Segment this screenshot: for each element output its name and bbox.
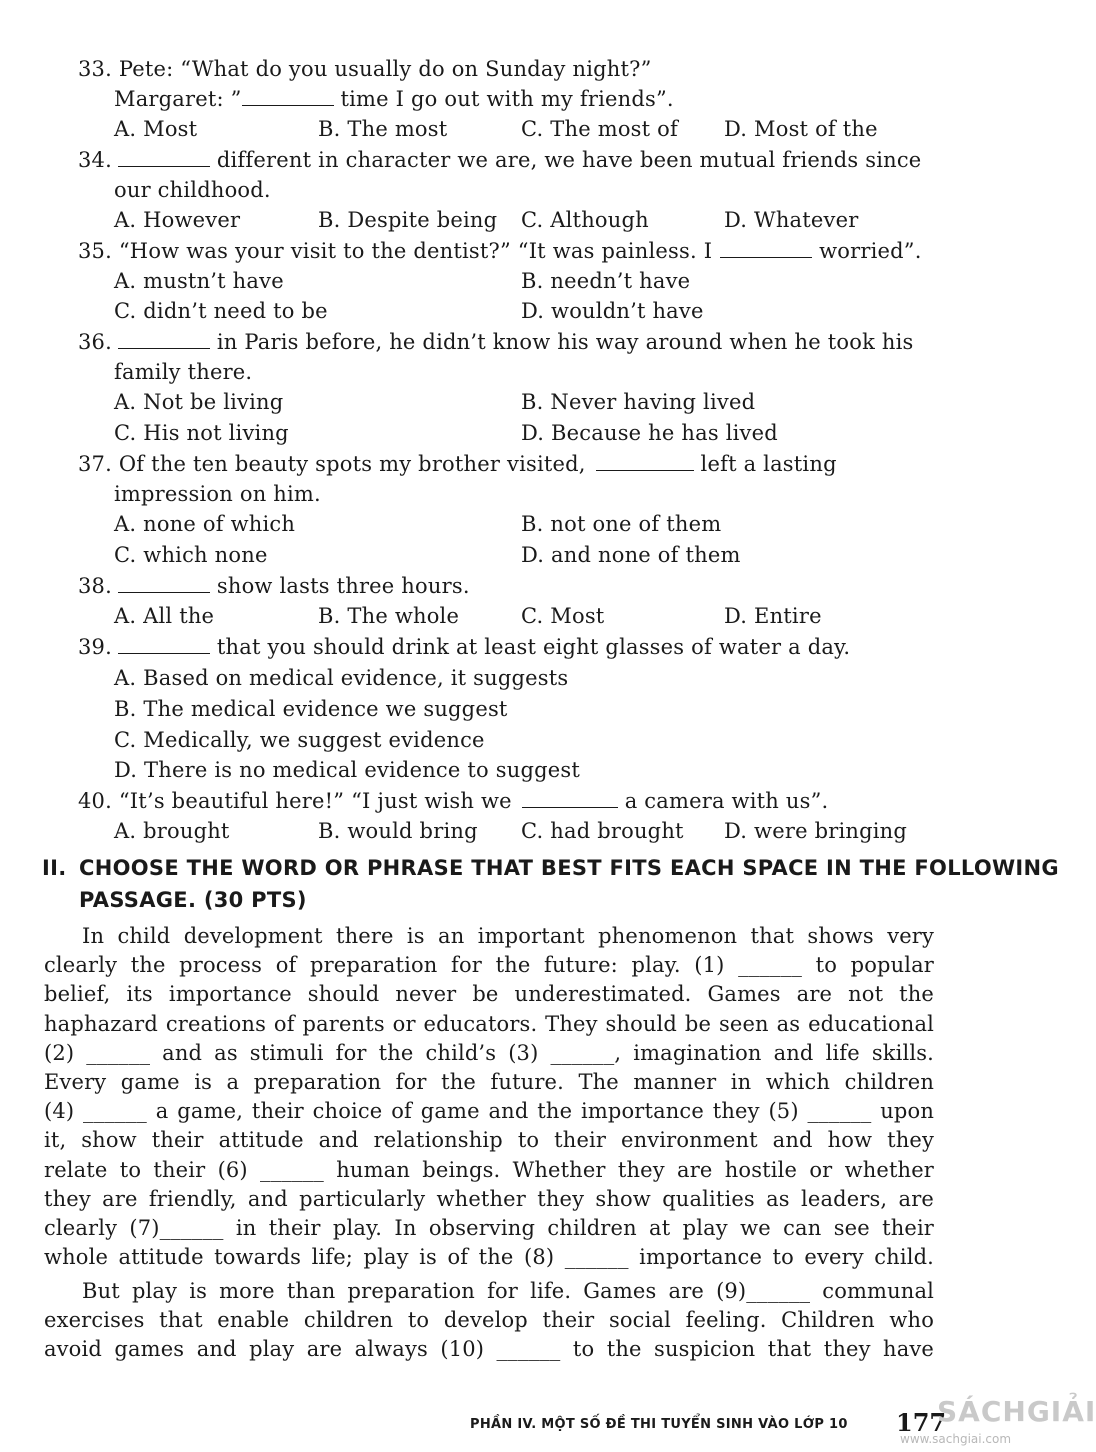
passage-line: But play is more than preparation for life. Games are (9)______ communal [82, 1279, 934, 1303]
q37-option-c: C. which none [114, 543, 268, 567]
q37-option-a: A. none of which [114, 512, 296, 536]
passage-line: relate to their (6) ______ human beings. Whether they are hostile or whether [44, 1157, 934, 1182]
q33-option-c: C. The most of [521, 117, 678, 141]
passage-line: (2) ______ and as stimuli for the child’s (3) ______, imagination and life skills. [44, 1040, 934, 1065]
q40-stem: 40. “It’s beautiful here!” “I just wish we a camera with us”. [78, 789, 829, 813]
answer-blank [118, 635, 210, 654]
q38-option-c: C. Most [521, 604, 605, 628]
q39-stem: 39. that you should drink at least eight glasses of water a day. [78, 635, 851, 659]
q37-stem-line2: impression on him. [114, 482, 321, 506]
q40-option-c: C. had brought [521, 819, 684, 843]
q38-stem: 38. show lasts three hours. [78, 574, 470, 598]
watermark-url: www.sachgiai.com [900, 1432, 1012, 1446]
q33-stem-line2: Margaret: ” time I go out with my friends”. [114, 87, 674, 111]
q39-option-c: C. Medically, we suggest evidence [114, 728, 485, 752]
passage-line: In child development there is an important phenomenon that shows very [82, 924, 934, 948]
q34-option-a: A. However [114, 208, 241, 232]
passage-paragraph-2 [44, 1277, 934, 1365]
running-footer: PHẦN IV. MỘT SỐ ĐỀ THI TUYỂN SINH VÀO LỚP 10 [470, 1417, 848, 1432]
watermark-logo: SÁCHGIẢI [937, 1395, 1096, 1428]
passage-line: avoid games and play are always (10) ______ to the suspicion that they have [44, 1337, 934, 1362]
answer-blank [596, 452, 694, 471]
q36-option-a: A. Not be living [114, 390, 284, 414]
q37-stem: 37. Of the ten beauty spots my brother visited, left a lasting [78, 452, 837, 476]
answer-blank [118, 148, 210, 167]
passage-line: clearly the process of preparation for the future: play. (1) ______ to popular [44, 953, 934, 978]
answer-blank [522, 789, 618, 808]
q36-option-c: C. His not living [114, 421, 289, 445]
q33-option-b: B. The most [318, 117, 448, 141]
section-number: II. [42, 856, 67, 880]
q36-stem: 36. in Paris before, he didn’t know his way around when he took his [78, 330, 914, 354]
passage-line: Every game is a preparation for the future. The manner in which children [44, 1070, 934, 1095]
q38-option-d: D. Entire [724, 604, 822, 628]
passage-paragraph-1 [44, 922, 934, 1272]
q35-stem: 35. “How was your visit to the dentist?” “It was painless. I worried”. [78, 239, 922, 263]
answer-blank [720, 239, 812, 258]
passage-line: belief, its importance should never be underestimated. Games are not the [44, 982, 934, 1007]
answer-blank [118, 574, 210, 593]
q37-option-d: D. and none of them [521, 543, 741, 567]
q35-option-c: C. didn’t need to be [114, 299, 328, 323]
q33-stem: 33. Pete: “What do you usually do on Sunday night?” [78, 57, 652, 81]
q34-option-d: D. Whatever [724, 208, 859, 232]
q38-option-b: B. The whole [318, 604, 460, 628]
passage-line: exercises that enable children to develop their social feeling. Children who [44, 1308, 934, 1333]
q40-option-a: A. brought [114, 819, 230, 843]
section-heading [42, 852, 1059, 916]
q36-stem-line2: family there. [114, 360, 253, 384]
q35-option-d: D. wouldn’t have [521, 299, 704, 323]
passage-line: (4) ______ a game, their choice of game and the importance they (5) ______ upon [44, 1099, 934, 1124]
passage-line: whole attitude towards life; play is of the (8) ______ importance to every child. [44, 1245, 934, 1270]
passage-line: they are friendly, and particularly whether they show qualities as leaders, are [44, 1186, 934, 1211]
q33-option-d: D. Most of the [724, 117, 878, 141]
q34-option-c: C. Although [521, 208, 649, 232]
q33-option-a: A. Most [114, 117, 198, 141]
q40-option-d: D. were bringing [724, 819, 908, 843]
q34-stem: 34. different in character we are, we have been mutual friends since [78, 148, 922, 172]
answer-blank [118, 330, 210, 349]
q38-option-a: A. All the [114, 604, 215, 628]
q39-option-d: D. There is no medical evidence to suggest [114, 758, 580, 782]
passage-line: clearly (7)______ in their play. In observing children at play we can see their [44, 1216, 934, 1241]
section-heading-line2: PASSAGE. (30 PTS) [79, 888, 307, 912]
q34-stem-line2: our childhood. [114, 178, 271, 202]
q35-option-b: B. needn’t have [521, 269, 691, 293]
passage-line: it, show their attitude and relationship to their environment and how they [44, 1128, 934, 1153]
answer-blank [242, 87, 334, 106]
passage-line: haphazard creations of parents or educators. They should be seen as educational [44, 1011, 934, 1036]
q35-option-a: A. mustn’t have [114, 269, 284, 293]
q39-option-b: B. The medical evidence we suggest [114, 697, 508, 721]
page-number: 177 [896, 1408, 947, 1437]
q36-option-b: B. Never having lived [521, 390, 756, 414]
q36-option-d: D. Because he has lived [521, 421, 778, 445]
q39-option-a: A. Based on medical evidence, it suggests [114, 666, 569, 690]
q40-option-b: B. would bring [318, 819, 478, 843]
q34-option-b: B. Despite being [318, 208, 498, 232]
q37-option-b: B. not one of them [521, 512, 722, 536]
section-heading-line1: CHOOSE THE WORD OR PHRASE THAT BEST FITS EACH SPACE IN THE FOLLOWING [79, 856, 1059, 880]
